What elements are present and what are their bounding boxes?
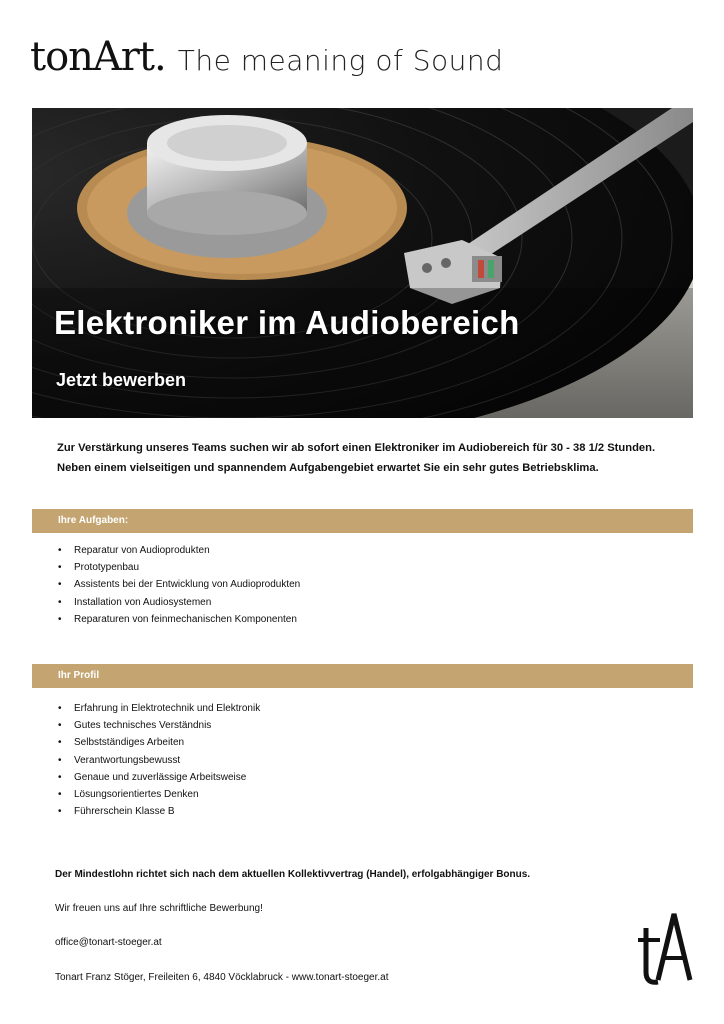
job-title: Elektroniker im Audiobereich (54, 304, 520, 341)
salary-note: Der Mindestlohn richtet sich nach dem aktuellen Kollektivvertrag (Handel), erfolgabhängiger Bonus. (55, 869, 531, 880)
contact-email[interactable]: office@tonart-stoeger.at (55, 937, 162, 948)
tasks-list (58, 542, 300, 628)
apply-call-to-action: Jetzt bewerben (56, 370, 187, 390)
list-item: • Erfahrung in Elektrotechnik und Elektronik (58, 700, 260, 717)
list-item: • Genaue und zuverlässige Arbeitsweise (58, 769, 260, 786)
intro-line: Zur Verstärkung unseres Teams suchen wir ab sofort einen Elektroniker im Audiobereich für 30 - 38 1/2 Stunden. (57, 442, 656, 454)
profile-list (58, 700, 260, 820)
list-item: • Gutes technisches Verständnis (58, 717, 260, 734)
monogram-logo-icon (636, 910, 694, 988)
brand-name: tonArt. (30, 34, 166, 80)
list-item: • Selbstständiges Arbeiten (58, 734, 260, 751)
brand-tagline: The meaning of Sound (177, 44, 504, 77)
intro-text (57, 438, 677, 478)
list-item: • Reparaturen von feinmechanischen Komponenten (58, 611, 300, 628)
intro-line: Neben einem vielseitigen und spannendem Aufgabengebiet erwartet Sie ein sehr gutes Betriebsklima. (57, 462, 599, 474)
list-item: • Lösungsorientiertes Denken (58, 786, 260, 803)
list-item: • Assistents bei der Entwicklung von Audioprodukten (58, 576, 300, 593)
profile-heading: Ihr Profil (58, 670, 100, 681)
company-address: Tonart Franz Stöger, Freileiten 6, 4840 Vöcklabruck - www.tonart-stoeger.at (55, 972, 389, 983)
list-item: • Installation von Audiosystemen (58, 594, 300, 611)
list-item: • Reparatur von Audioprodukten (58, 542, 300, 559)
application-invite: Wir freuen uns auf Ihre schriftliche Bewerbung! (55, 903, 263, 914)
list-item: • Verantwortungsbewusst (58, 752, 260, 769)
header-logo (30, 34, 503, 78)
list-item: • Prototypenbau (58, 559, 300, 576)
hero-banner (32, 108, 693, 418)
profile-section-header (32, 664, 693, 688)
tasks-section-header (32, 509, 693, 533)
tasks-heading: Ihre Aufgaben: (58, 515, 129, 526)
list-item: • Führerschein Klasse B (58, 803, 260, 820)
